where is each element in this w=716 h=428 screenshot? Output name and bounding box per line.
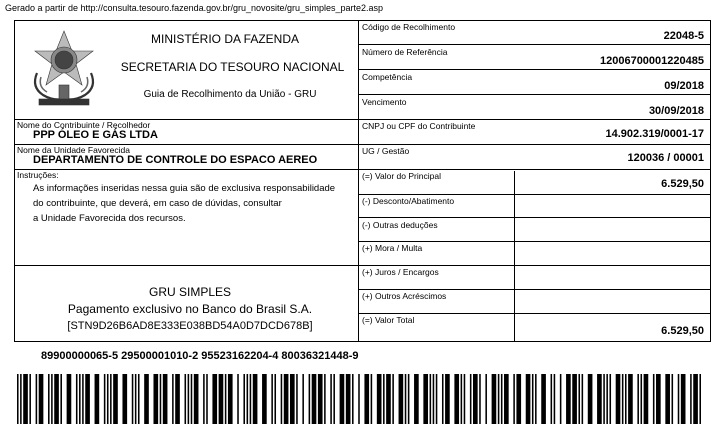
barcode-bar bbox=[250, 374, 252, 424]
barcode-bar bbox=[333, 374, 335, 424]
barcode-bar bbox=[135, 374, 137, 424]
barcode-bar bbox=[23, 374, 28, 424]
barcode-bar bbox=[330, 374, 332, 424]
barcode-bar bbox=[665, 374, 670, 424]
barcode-bar bbox=[324, 374, 326, 424]
barcode-bar bbox=[54, 374, 59, 424]
barcode-bar bbox=[578, 374, 580, 424]
barcode-bar bbox=[479, 374, 481, 424]
vencimento-label: Vencimento bbox=[362, 97, 407, 107]
barcode-bar bbox=[622, 374, 624, 424]
secretariat-name: SECRETARIA DO TESOURO NACIONAL bbox=[120, 60, 345, 74]
barcode-bar bbox=[436, 374, 438, 424]
juros-label: (+) Juros / Encargos bbox=[362, 267, 439, 277]
barcode-bar bbox=[60, 374, 62, 424]
cnpj-value: 14.902.319/0001-17 bbox=[605, 128, 704, 140]
linha-digitavel: 89900000065-5 29500001010-2 95523162204-4 80036321448-9 bbox=[41, 350, 359, 362]
barcode-bar bbox=[219, 374, 224, 424]
barcode-bar bbox=[572, 374, 577, 424]
barcode-bar bbox=[346, 374, 351, 424]
barcode-bar bbox=[408, 374, 410, 424]
barcode-bar bbox=[554, 374, 556, 424]
barcode-bar bbox=[51, 374, 53, 424]
brazil-coat-of-arms-icon bbox=[29, 29, 99, 107]
barcode-bar bbox=[535, 374, 537, 424]
barcode-bar bbox=[191, 374, 193, 424]
valor-principal-label: (=) Valor do Principal bbox=[362, 171, 441, 181]
barcode-bar bbox=[225, 374, 227, 424]
barcode-bar bbox=[625, 374, 627, 424]
barcode-bar bbox=[672, 374, 674, 424]
barcode-bar bbox=[609, 374, 611, 424]
instructions-line-1: As informações inseridas nessa guia são de exclusiva responsabilidade bbox=[33, 183, 336, 194]
barcode-bar bbox=[172, 374, 174, 424]
contribuinte-label: Nome do Contribuinte / Recolhedor bbox=[17, 120, 151, 130]
vencimento-value: 30/09/2018 bbox=[648, 105, 704, 117]
barcode-bar bbox=[641, 374, 643, 424]
barcode-bar bbox=[122, 374, 127, 424]
barcode-bar bbox=[678, 374, 680, 424]
competencia-label: Competência bbox=[362, 72, 413, 82]
barcode-bar bbox=[20, 374, 22, 424]
ug-gestao-value: 120036 / 00001 bbox=[627, 152, 704, 164]
barcode-bar bbox=[144, 374, 149, 424]
barcode-bar bbox=[371, 374, 373, 424]
valor-total-value: 6.529,50 bbox=[661, 325, 704, 337]
barcode-bar bbox=[582, 374, 584, 424]
gru-simples-hash: [STN9D26B6AD8E333E038BD54A0D7DCD678B] bbox=[67, 320, 313, 332]
instructions-line-2: do contribuinte, que deverá, em caso de dúvidas, consultar bbox=[33, 198, 282, 209]
barcode-bar bbox=[39, 374, 44, 424]
barcode-bar bbox=[386, 374, 391, 424]
barcode-bar bbox=[104, 374, 106, 424]
barcode-bar bbox=[526, 374, 531, 424]
barcode-bar bbox=[637, 374, 639, 424]
barcode-bar bbox=[461, 374, 463, 424]
barcode-bar bbox=[82, 374, 84, 424]
barcode bbox=[17, 374, 707, 424]
codigo-recolhimento-value: 22048-5 bbox=[663, 30, 704, 42]
mora-multa-label: (+) Mora / Multa bbox=[362, 243, 423, 253]
barcode-bar bbox=[284, 374, 289, 424]
barcode-bar bbox=[606, 374, 608, 424]
barcode-bar bbox=[364, 374, 369, 424]
barcode-bar bbox=[247, 374, 249, 424]
barcode-bar bbox=[243, 374, 245, 424]
numero-referencia-value: 12006700001220485 bbox=[599, 55, 704, 67]
barcode-bar bbox=[532, 374, 534, 424]
numero-referencia-label: Número de Referência bbox=[362, 47, 448, 57]
barcode-bar bbox=[309, 374, 311, 424]
barcode-bar bbox=[693, 374, 698, 424]
barcode-bar bbox=[653, 374, 655, 424]
barcode-bar bbox=[188, 374, 190, 424]
contribuinte-value: PPP ÓLEO E GÁS LTDA bbox=[33, 129, 158, 141]
desconto-label: (-) Desconto/Abatimento bbox=[362, 196, 455, 206]
barcode-bar bbox=[212, 374, 217, 424]
barcode-bar bbox=[513, 374, 515, 424]
barcode-bar bbox=[699, 374, 701, 424]
instructions-line-3: a Unidade Favorecida dos recursos. bbox=[33, 213, 186, 224]
barcode-bar bbox=[470, 374, 472, 424]
barcode-bar bbox=[36, 374, 38, 424]
barcode-bar bbox=[95, 374, 100, 424]
barcode-bar bbox=[603, 374, 605, 424]
barcode-bar bbox=[318, 374, 323, 424]
barcode-bar bbox=[163, 374, 168, 424]
barcode-bar bbox=[442, 374, 444, 424]
barcode-bar bbox=[79, 374, 81, 424]
barcode-bar bbox=[48, 374, 50, 424]
barcode-bar bbox=[597, 374, 602, 424]
barcode-bar bbox=[454, 374, 459, 424]
gru-simples-title: GRU SIMPLES bbox=[148, 285, 232, 299]
barcode-bar bbox=[566, 374, 571, 424]
barcode-bar bbox=[690, 374, 692, 424]
barcode-bar bbox=[560, 374, 562, 424]
barcode-bar bbox=[76, 374, 78, 424]
competencia-value: 09/2018 bbox=[664, 80, 704, 92]
barcode-bar bbox=[110, 374, 112, 424]
unidade-label: Nome da Unidade Favorecida bbox=[17, 145, 130, 155]
barcode-bar bbox=[253, 374, 258, 424]
barcode-bar bbox=[423, 374, 428, 424]
barcode-bar bbox=[271, 374, 273, 424]
barcode-bar bbox=[132, 374, 134, 424]
generated-from-note: Gerado a partir de http://consulta.tesouro.fazenda.gov.br/gru_novosite/gru_simples_parte2.asp bbox=[5, 3, 384, 13]
barcode-bar bbox=[588, 374, 593, 424]
barcode-bar bbox=[29, 374, 31, 424]
barcode-bar bbox=[17, 374, 19, 424]
barcode-bar bbox=[628, 374, 633, 424]
barcode-bar bbox=[85, 374, 90, 424]
barcode-bar bbox=[430, 374, 432, 424]
outras-deducoes-label: (-) Outras deduções bbox=[362, 220, 438, 230]
barcode-bar bbox=[113, 374, 118, 424]
barcode-bar bbox=[296, 374, 298, 424]
barcode-bar bbox=[551, 374, 553, 424]
barcode-bar bbox=[414, 374, 419, 424]
document-title: Guia de Recolhimento da União - GRU bbox=[143, 89, 317, 100]
valor-total-label: (=) Valor Total bbox=[362, 315, 415, 325]
barcode-bar bbox=[203, 374, 205, 424]
barcode-bar bbox=[445, 374, 450, 424]
barcode-bar bbox=[464, 374, 466, 424]
barcode-bar bbox=[206, 374, 208, 424]
barcode-bar bbox=[185, 374, 187, 424]
barcode-bar bbox=[399, 374, 404, 424]
barcode-bar bbox=[681, 374, 686, 424]
ministry-name: MINISTÉRIO DA FAZENDA bbox=[150, 32, 300, 46]
barcode-bar bbox=[274, 374, 276, 424]
barcode-bar bbox=[160, 374, 162, 424]
barcode-bar bbox=[392, 374, 394, 424]
barcode-bar bbox=[492, 374, 497, 424]
barcode-bar bbox=[340, 374, 345, 424]
barcode-bar bbox=[290, 374, 295, 424]
barcode-bar bbox=[107, 374, 109, 424]
outros-acrescimos-label: (+) Outros Acréscimos bbox=[362, 291, 447, 301]
barcode-bar bbox=[153, 374, 158, 424]
instructions-label: Instruções: bbox=[17, 170, 59, 180]
barcode-bar bbox=[516, 374, 521, 424]
barcode-bar bbox=[504, 374, 509, 424]
valor-principal-value: 6.529,50 bbox=[661, 178, 704, 190]
barcode-bar bbox=[228, 374, 233, 424]
barcode-bar bbox=[656, 374, 661, 424]
barcode-bar bbox=[541, 374, 546, 424]
gru-simples-subtitle: Pagamento exclusivo no Banco do Brasil S.A. bbox=[67, 302, 313, 316]
barcode-bar bbox=[281, 374, 283, 424]
barcode-bar bbox=[498, 374, 500, 424]
barcode-bar bbox=[194, 374, 199, 424]
barcode-bar bbox=[67, 374, 72, 424]
barcode-bar bbox=[138, 374, 140, 424]
barcode-bar bbox=[501, 374, 503, 424]
cnpj-label: CNPJ ou CPF do Contribuinte bbox=[362, 121, 476, 131]
unidade-value: DEPARTAMENTO DE CONTROLE DO ESPACO AEREO bbox=[33, 154, 318, 166]
gru-form bbox=[14, 20, 711, 342]
barcode-bar bbox=[383, 374, 385, 424]
barcode-bar bbox=[433, 374, 435, 424]
codigo-recolhimento-label: Código de Recolhimento bbox=[362, 22, 456, 32]
barcode-bar bbox=[377, 374, 382, 424]
barcode-bar bbox=[312, 374, 317, 424]
barcode-bar bbox=[262, 374, 267, 424]
barcode-bar bbox=[485, 374, 487, 424]
barcode-bar bbox=[358, 374, 360, 424]
barcode-bar bbox=[644, 374, 649, 424]
barcode-bar bbox=[175, 374, 180, 424]
barcode-bar bbox=[473, 374, 478, 424]
barcode-bar bbox=[405, 374, 407, 424]
instructions-text bbox=[33, 181, 335, 226]
barcode-bar bbox=[237, 374, 239, 424]
barcode-bar bbox=[616, 374, 621, 424]
ug-gestao-label: UG / Gestão bbox=[362, 146, 410, 156]
barcode-bar bbox=[302, 374, 304, 424]
barcode-bar bbox=[352, 374, 354, 424]
